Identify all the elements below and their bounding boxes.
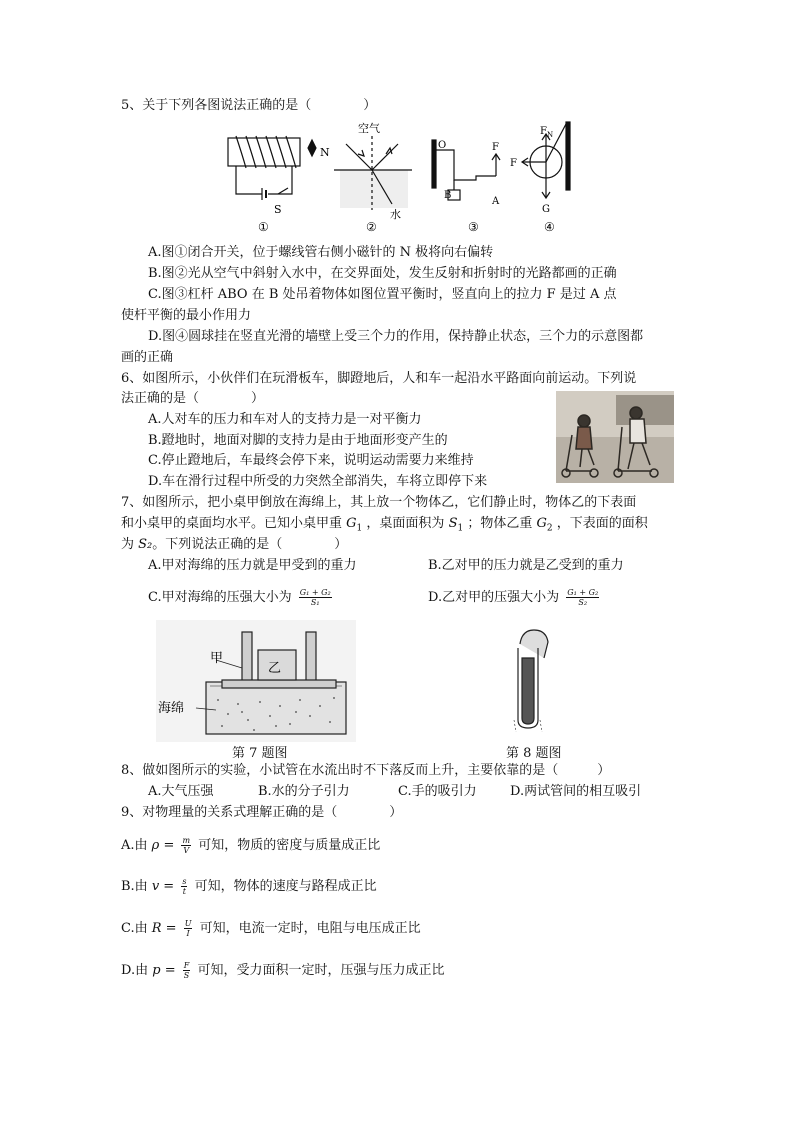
q6-option-b: B.蹬地时，地面对脚的支持力是由于地面形变产生的 <box>148 433 448 448</box>
frac-numerator: s <box>182 877 187 886</box>
q9-d-text: 可知，受力面积一定时，压强与压力成正比 <box>197 963 445 978</box>
q7-g2-subscript: 2 <box>546 523 553 534</box>
q8-test-tube-figure <box>504 624 560 736</box>
q9-a-fraction <box>181 836 191 855</box>
q5-option-c-line1: C.图③杠杆 ABO 在 B 处吊着物体如图位置平衡时，竖直向上的拉力 F 是过 A 点 <box>148 287 617 302</box>
q6-stem-line2: 法正确的是（ ） <box>121 391 265 406</box>
fig2-refraction <box>334 136 412 210</box>
q9-b-prefix: B.由 <box>121 879 148 894</box>
frac-numerator: F <box>183 961 190 970</box>
q9-b-variable: v = <box>151 879 175 894</box>
fig3-f-label: F <box>492 142 499 153</box>
q9-stem: 9、对物理量的关系式理解正确的是（ ） <box>121 805 403 820</box>
q6-scooter-photo <box>556 391 674 483</box>
frac-denominator: S₁ <box>310 598 320 607</box>
q9-a-variable: ρ = <box>151 838 175 853</box>
q9-option-b <box>121 877 377 896</box>
q7-option-d <box>428 588 602 607</box>
q7-option-c-text: C.甲对海绵的压强大小为 <box>148 590 292 605</box>
q9-d-variable: p = <box>152 963 176 978</box>
q5-option-c-line2: 使杆平衡的最小作用力 <box>121 308 252 323</box>
q9-option-a <box>121 836 380 855</box>
frac-denominator: V <box>183 846 190 855</box>
q6-stem-line1: 6、如图所示，小伙伴们在玩滑板车，脚蹬地后，人和车一起沿水平路面向前运动。下列说 <box>121 371 637 386</box>
q9-b-text: 可知，物体的速度与路程成正比 <box>194 879 377 894</box>
q7-option-d-fraction <box>566 588 599 607</box>
q8-stem: 8、做如图所示的实验，小试管在水流出时不下落反而上升，主要依靠的是（ ） <box>121 763 611 778</box>
q8-option-c: C.手的吸引力 <box>398 784 477 799</box>
fig7-yi-label: 乙 <box>268 661 282 676</box>
fig4-number: ④ <box>544 220 555 234</box>
fig1-solenoid-circuit <box>228 136 316 200</box>
q7-option-b: B.乙对甲的压力就是乙受到的重力 <box>428 558 624 573</box>
q6-option-c: C.停止蹬地后，车最终会停下来，说明运动需要力来维持 <box>148 453 474 468</box>
q7-option-c-fraction <box>299 588 332 607</box>
q5-option-b: B.图②光从空气中斜射入水中，在交界面处，发生反射和折射时的光路都画的正确 <box>148 266 617 281</box>
q7-option-c <box>148 588 335 607</box>
q7-stem-text-f: 。下列说法正确的是（ ） <box>152 537 348 552</box>
q9-option-d <box>121 961 444 980</box>
q9-c-prefix: C.由 <box>121 921 148 936</box>
q7-option-a: A.甲对海绵的压力就是甲受到的重力 <box>148 558 357 573</box>
q7-stem-line1: 7、如图所示，把小桌甲倒放在海绵上，其上放一个物体乙，它们静止时，物体乙的下表面 <box>121 495 637 510</box>
q7-table-sponge-figure <box>156 620 356 742</box>
q7-stem-text-e: 为 <box>121 537 135 552</box>
q9-a-prefix: A.由 <box>121 838 148 853</box>
frac-numerator: G₁ + G₂ <box>567 588 599 597</box>
q7-g1-subscript: 1 <box>356 523 363 534</box>
q7-stem-line2 <box>121 515 648 538</box>
frac-denominator: I <box>186 929 190 938</box>
q5-figures <box>222 118 582 236</box>
q5-option-d-line2: 画的正确 <box>121 350 174 365</box>
fig7-sponge-label: 海绵 <box>158 701 185 716</box>
fig7-jia-label: 甲 <box>210 651 224 666</box>
q5-option-d-line1: D.图④圆球挂在竖直光滑的墙壁上受三个力的作用，保持静止状态，三个力的示意图都 <box>148 329 644 344</box>
q7-option-d-text: D.乙对甲的压强大小为 <box>428 590 560 605</box>
fig7-caption: 第 7 题图 <box>232 746 288 761</box>
q7-stem-text-c: ；物体乙重 <box>467 516 533 531</box>
q6-option-d: D.车在滑行过程中所受的力突然全部消失，车将立即停下来 <box>148 474 488 489</box>
fig2-water-label: 水 <box>390 208 401 221</box>
q7-s1-subscript: 1 <box>457 523 464 534</box>
frac-denominator: S₂ <box>578 598 588 607</box>
q9-option-c <box>121 919 421 938</box>
frac-numerator: U <box>184 919 192 928</box>
q9-c-text: 可知，电流一定时，电阻与电压成正比 <box>199 921 421 936</box>
fig2-number: ② <box>366 220 377 234</box>
q7-s2-symbol: S₂ <box>138 537 153 552</box>
q7-s1-symbol: S <box>448 516 458 531</box>
frac-denominator: t <box>182 887 186 896</box>
fig1-number: ① <box>258 220 269 234</box>
q9-d-prefix: D.由 <box>121 963 149 978</box>
q7-stem-text-a: 和小桌甲的桌面均水平。已知小桌甲重 <box>121 516 343 531</box>
fig4-fn-label: F <box>540 126 547 137</box>
q5-option-a: A.图①闭合开关，位于螺线管右侧小磁针的 N 极将向右偏转 <box>148 245 494 260</box>
frac-numerator: m <box>182 836 191 845</box>
fig1-n-label: N <box>320 146 330 159</box>
q8-option-a: A.大气压强 <box>148 784 214 799</box>
q7-stem-text-b: ，桌面面积为 <box>366 516 445 531</box>
fig3-number: ③ <box>468 220 479 234</box>
q7-g2-symbol: G <box>536 516 547 531</box>
fig4-g-label: G <box>542 204 550 215</box>
q7-stem-text-d: ，下表面的面积 <box>556 516 648 531</box>
fig4-f-label: F <box>510 158 517 169</box>
frac-denominator: S <box>183 971 190 980</box>
fig1-s-label: S <box>274 203 282 216</box>
fig3-o-label: O <box>438 140 447 151</box>
q9-c-fraction <box>184 919 193 938</box>
q5-stem: 5、关于下列各图说法正确的是（ ） <box>121 98 377 113</box>
fig3-a-label: A <box>492 196 500 207</box>
q6-option-a: A.人对车的压力和车对人的支持力是一对平衡力 <box>148 412 422 427</box>
q9-d-fraction <box>183 961 191 980</box>
q8-option-b: B.水的分子引力 <box>258 784 350 799</box>
fig8-caption: 第 8 题图 <box>506 746 562 761</box>
fig4-fn-subscript: N <box>547 131 554 139</box>
q8-option-d: D.两试管间的相互吸引 <box>510 784 642 799</box>
frac-numerator: G₁ + G₂ <box>299 588 331 597</box>
q7-stem-line3 <box>121 536 347 554</box>
q9-a-text: 可知，物质的密度与质量成正比 <box>198 838 381 853</box>
q9-b-fraction <box>181 877 187 896</box>
fig3-b-label: B <box>444 190 452 201</box>
fig2-air-label: 空气 <box>358 122 380 135</box>
q9-c-variable: R = <box>151 921 177 936</box>
q7-g1-symbol: G <box>346 516 357 531</box>
